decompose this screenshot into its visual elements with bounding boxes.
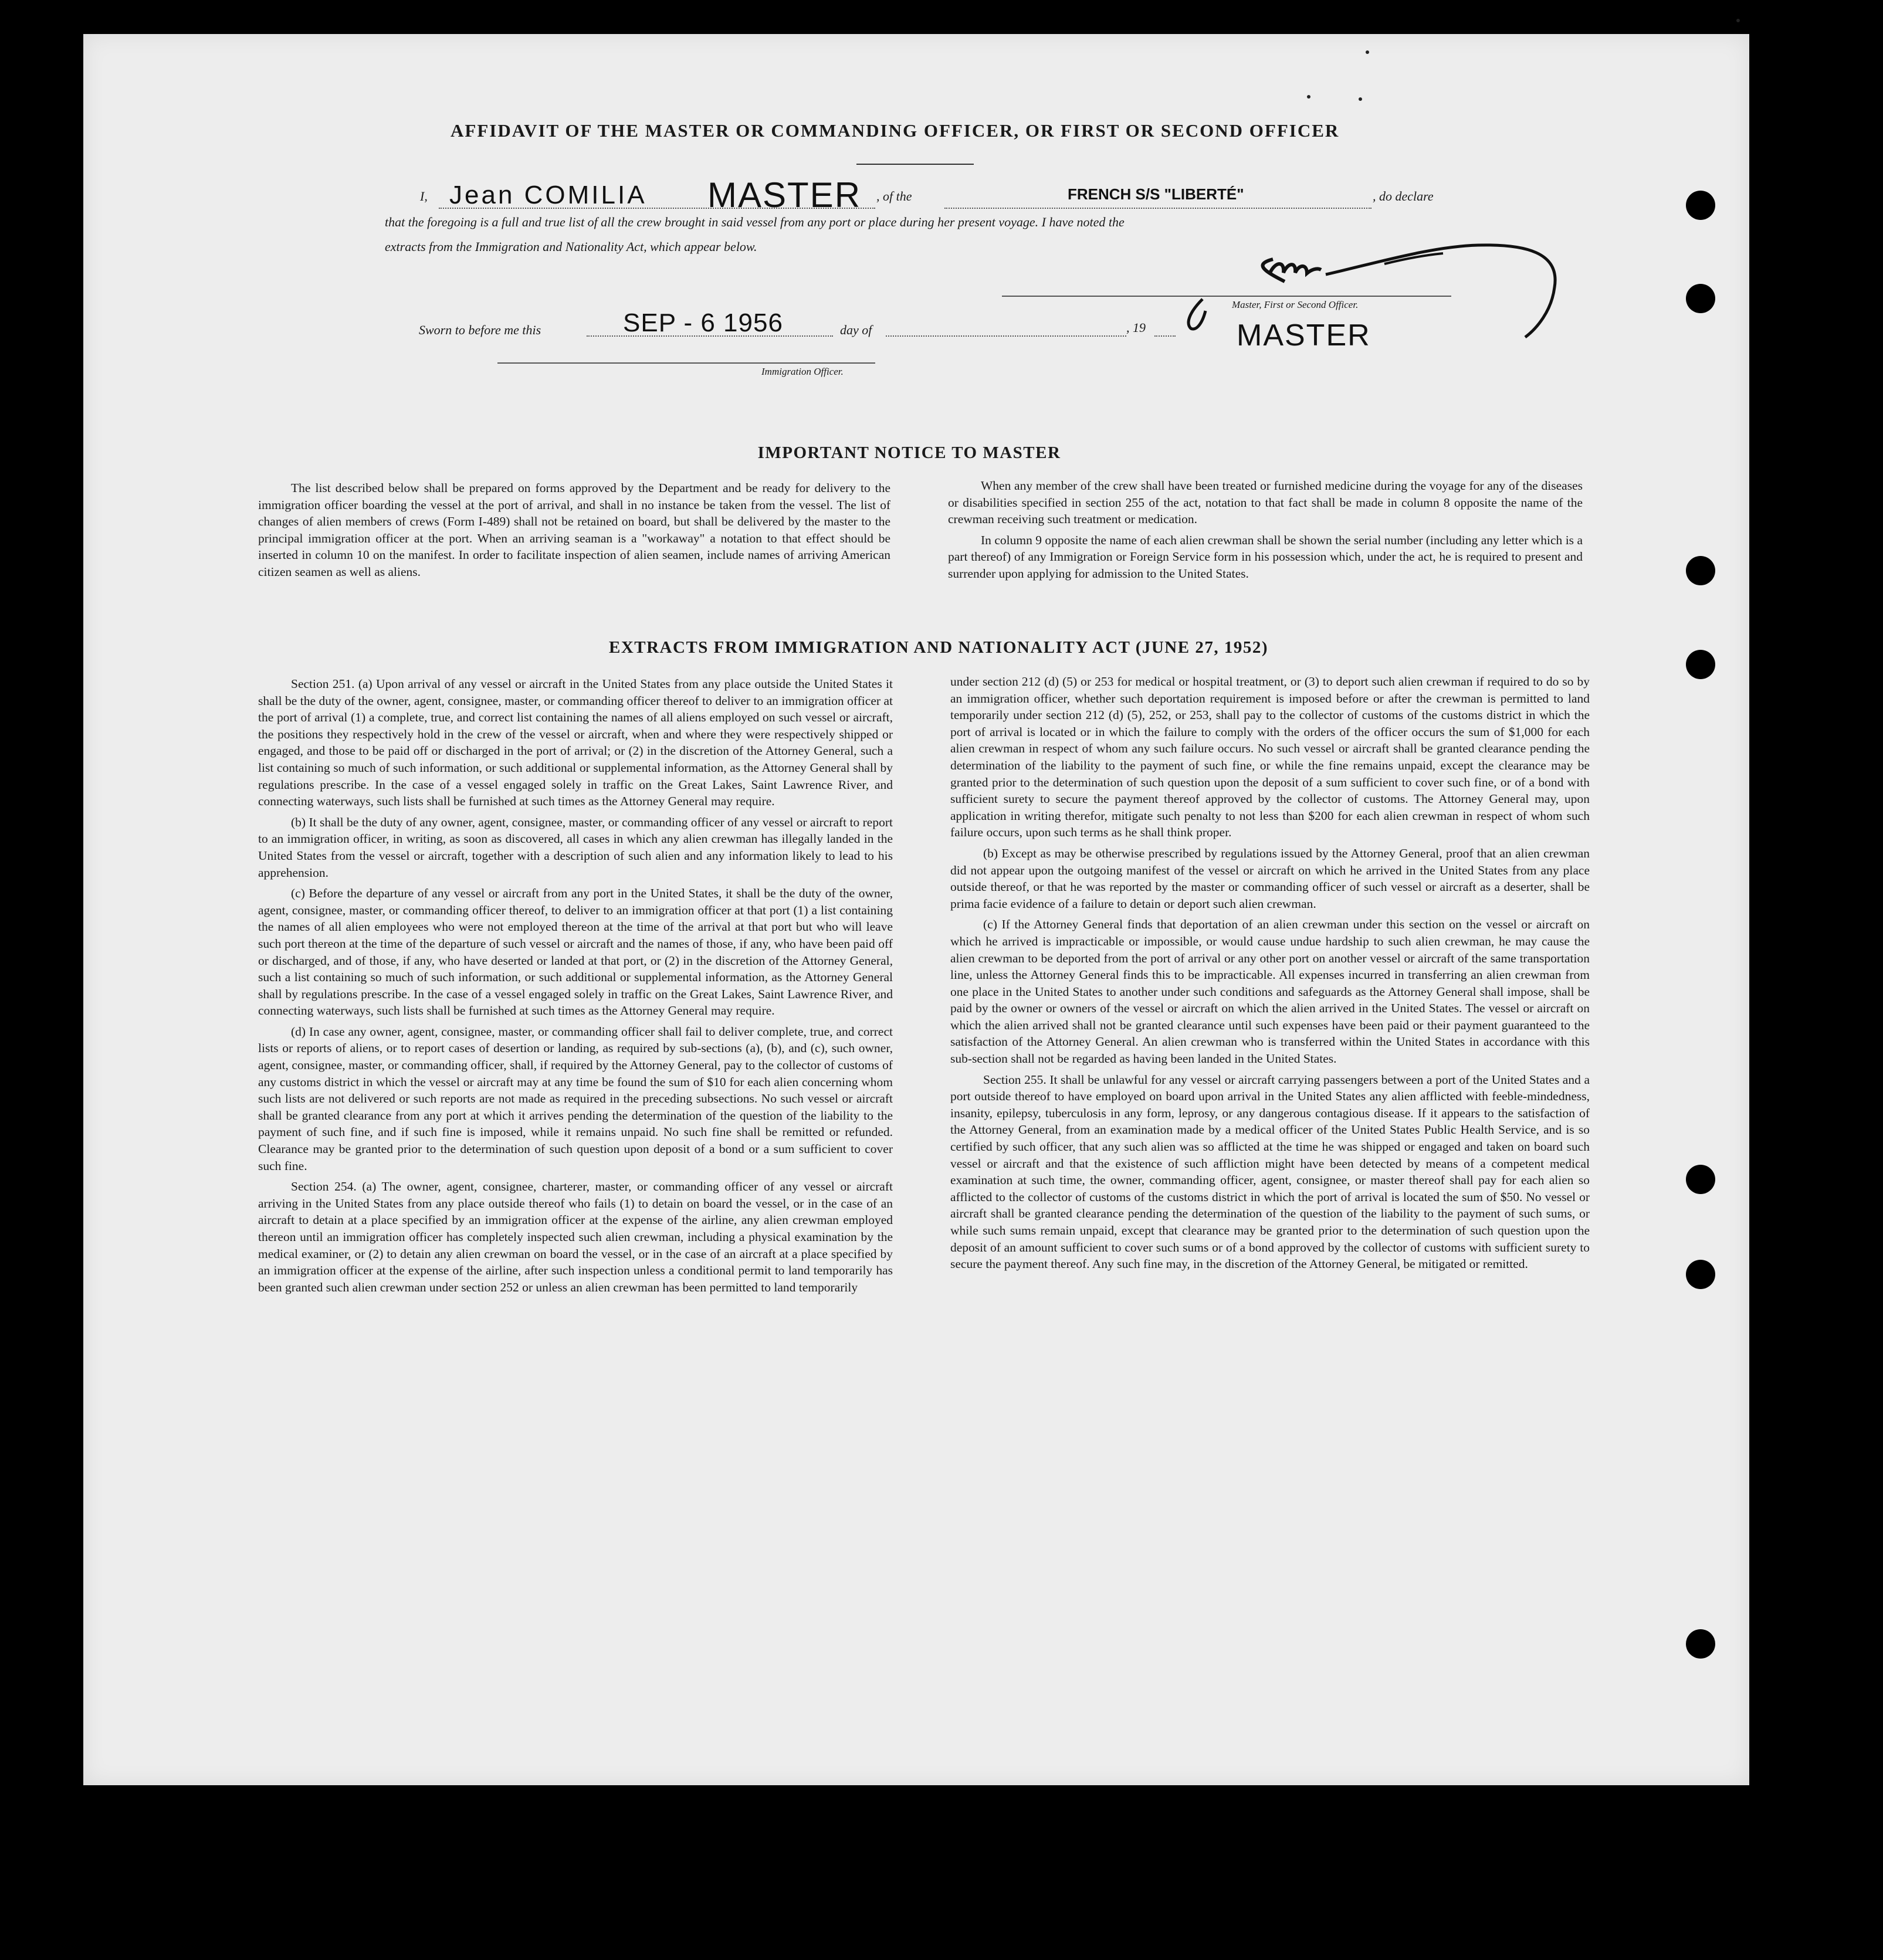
- vessel-name: FRENCH S/S "LIBERTÉ": [1068, 185, 1244, 203]
- binder-hole: [1686, 556, 1715, 585]
- affidavit-title: AFFIDAVIT OF THE MASTER OR COMMANDING OFFICER, OR FIRST OR SECOND OFFICER: [451, 120, 1340, 141]
- of-the-label: , of the: [876, 189, 912, 204]
- act-paragraph: (c) Before the departure of any vessel or aircraft from any port in the United States, it shall be the duty of the owner, agent, consignee, master, or commanding officer thereof, to deliver to an immigration officer at that port (1) a list containing the names of all alien employees who were not employed thereon at the time of the arrival at that port but who will leave such port thereon at the time of the departure of such vessel or aircraft and the names of those, if any, who have been paid off or discharged, and of those, if any, who have deserted or landed at that port, or (2) in the discretion of the Attorney General, such a list containing so much of such information, or such additional or supplemental information, as the Attorney General shall by regulations prescribe. In the case of a vessel engaged solely in traffic on the Great Lakes, Saint Lawrence River, and connecting waterways, such lists shall be furnished at such times as the Attorney General may require.: [258, 886, 893, 1018]
- act-paragraph: Section 251. (a) Upon arrival of any vessel or aircraft in the United States from any place outside the United States it shall be the duty of the owner, agent, consignee, master, or commanding officer thereof to deliver to an immigration officer at the port of arrival (1) a complete, true, and correct list containing the names of all aliens employed on such vessel or aircraft, the positions they respectively hold in the crew of the vessel or aircraft, when and where they were respectively shipped or engaged, and those to be paid off or discharged in the port of arrival; or (2) in the discretion of the Attorney General, such a list containing so much of such information, or such additional or supplemental information, as the Attorney General shall by regulations prescribe. In the case of a vessel engaged solely in traffic on the Great Lakes, Saint Lawrence River, and connecting waterways, such lists shall be furnished at such times as the Attorney General may require.: [258, 677, 893, 809]
- notice-right-column: [948, 477, 1583, 586]
- signature-line: [1002, 296, 1451, 297]
- declaration-line-2: extracts from the Immigration and Nationality Act, which appear below.: [385, 239, 757, 254]
- binder-hole: [1686, 191, 1715, 220]
- act-paragraph: (b) It shall be the duty of any owner, agent, consignee, master, or commanding officer of any vessel or aircraft to report to an immigration officer, in writing, as soon as discovered, all cases in which any alien crewman has illegally landed in the United States from the vessel or aircraft, together with a description of such alien and any information likely to lead to his apprehension.: [258, 815, 893, 880]
- day-of-label: day of: [840, 323, 872, 337]
- binder-hole: [1686, 1260, 1715, 1289]
- master-name: Jean COMILIA: [449, 181, 647, 209]
- extracts-left-column: [258, 676, 893, 1300]
- declaration-line-1: that the foregoing is a full and true list of all the crew brought in said vessel from any port or place during her present voyage. I have noted the: [385, 215, 1125, 229]
- binder-hole: [1686, 650, 1715, 679]
- month-blank: [886, 335, 1126, 337]
- binder-hole: [1686, 1165, 1715, 1194]
- binder-hole: [1686, 284, 1715, 313]
- notice-paragraph: The list described below shall be prepared on forms approved by the Department and be ready for delivery to the immigration officer boarding the vessel at the port of arrival, and shall in no instance be taken from the vessel. The list of changes of alien members of crews (Form I-489) shall not be retained on board, but shall be delivered by the master to the principal immigration officer at the port. When an arriving seaman is a "workaway" a notation to that effect should be inserted in column 10 on the manifest. In order to facilitate inspection of alien seamen, include names of arriving American citizen seamen as well as aliens.: [258, 481, 890, 579]
- year-prefix: , 19: [1126, 320, 1146, 335]
- officer-caption: Immigration Officer.: [761, 366, 844, 377]
- sworn-date: SEP - 6 1956: [623, 308, 783, 337]
- notice-left-column: [258, 480, 890, 585]
- notice-paragraph: In column 9 opposite the name of each alien crewman shall be shown the serial number (including any letter which is a part thereof) of any Immigration or Foreign Service form in his possession which, under the act, he is required to present and surrender upon applying for admission to the United States.: [948, 533, 1583, 581]
- title-underline: [856, 164, 974, 165]
- extracts-right-column: [950, 673, 1590, 1277]
- act-paragraph: (d) In case any owner, agent, consignee, master, or commanding officer shall fail to deliver complete, true, and correct lists or reports of aliens, or to report cases of desertion or landing, as required by sub-sections (a), (b), and (c), such owner, agent, consignee, master, or commanding officer, shall, if required by the Attorney General, pay to the collector of customs of any customs district in which the vessel or aircraft may at any time be found the sum of $10 for each alien concerning whom such lists are not delivered or such reports are not made as required in the preceding subsections. No such vessel or aircraft shall be granted clearance from any port at which it arrives pending the determination of the question of the liability to the payment of such fine, and if such fine is imposed, while it remains unpaid. No such fine shall be remitted or refunded. Clearance may be granted prior to the determination of such question upon deposit of a bond or a sum sufficient to cover such fine.: [258, 1024, 893, 1173]
- act-paragraph: under section 212 (d) (5) or 253 for medical or hospital treatment, or (3) to deport such alien crewman if required to do so by an immigration officer, whether such deportation requirement is imposed before or after the crewman is permitted to land temporarily under section 212 (d) (5), 252, or 253, shall pay to the collector of customs of the customs district in which the port of arrival is located or in which the failure to comply with the orders of the officer occurs the sum of $1,000 for each alien crewman in respect of whom any such failure occurs. No such vessel or aircraft shall be granted clearance pending the determination of the liability to the payment of such fine, or while the fine remains unpaid, except the clearance may be granted prior to the determination of such question upon the deposit of a sum sufficient to cover such fine, or of a bond with sufficient surety to secure the payment thereof approved by the collector of customs. The Attorney General may, upon application in writing therefor, mitigate such penalty to not less than $200 for each alien crewman in respect of whom such failure occurs, upon such terms as he shall think proper.: [950, 674, 1590, 840]
- master-stamp: MASTER: [1237, 318, 1371, 352]
- act-paragraph: (b) Except as may be otherwise prescribed by regulations issued by the Attorney General, proof that an alien crewman did not appear upon the outgoing manifest of the vessel or aircraft on which he arrived in the United States from any place outside thereof, or that he was reported by the master or commanding officer of such vessel or aircraft as a deserter, shall be prima facie evidence of a failure to detain or deport such alien crewman.: [950, 846, 1590, 911]
- sworn-label: Sworn to before me this: [419, 323, 541, 337]
- extracts-title: EXTRACTS FROM IMMIGRATION AND NATIONALITY ACT (JUNE 27, 1952): [608, 638, 1269, 657]
- do-declare-label: , do declare: [1373, 189, 1434, 204]
- binder-hole: [1686, 1629, 1715, 1659]
- signature-caption: Master, First or Second Officer.: [1232, 299, 1359, 310]
- notice-paragraph: When any member of the crew shall have been treated or furnished medicine during the voyage for any of the diseases or disabilities specified in section 255 of the act, notation to that fact shall be made in column 8 opposite the name of the crewman receiving such treatment or medication.: [948, 479, 1583, 527]
- act-paragraph: Section 254. (a) The owner, agent, consignee, charterer, master, or commanding officer of any vessel or aircraft arriving in the United States from any place outside thereof who fails (1) to detain on board the vessel, or in the case of an aircraft to detain at a place specified by an immigration officer at the expense of the airline, any alien crewman employed thereon until an immigration officer has completely inspected such alien crewman, including a physical examination by the medical examiner, or (2) to detain any alien crewman on board the vessel, or in the case of an aircraft at a place specified by an immigration officer at the expense of the airline, after such inspection unless a conditional permit to land temporarily has been granted such alien crewman under section 252 or unless an alien crewman has been permitted to land temporarily: [258, 1179, 893, 1294]
- master-rank: MASTER: [707, 175, 862, 215]
- officer-signature-line: [497, 362, 875, 364]
- act-paragraph: (c) If the Attorney General finds that deportation of an alien crewman under this section on the vessel or aircraft on which he arrived is impracticable or impossible, or would cause undue hardship to such alien crewman, he may cause the alien crewman to be deported from the port of arrival or any other port on another vessel or aircraft of the same transportation line, unless the Attorney General finds this to be impracticable. All expenses incurred in transferring an alien crewman from one place in the United States to another under such conditions and safeguards as the Attorney General shall impose, shall be paid by the owner or owners of the vessel or aircraft on which the alien arrived in the United States. The vessel or aircraft on which the alien arrived shall not be granted clearance until such expenses have been paid or their payment guaranteed to the satisfaction of the Attorney General. An alien crewman who is transferred within the United States in accordance with this sub-section shall not be regarded as having been landed in the United States.: [950, 917, 1590, 1066]
- notice-title: IMPORTANT NOTICE TO MASTER: [757, 443, 1061, 462]
- i-label: I,: [420, 189, 428, 204]
- act-paragraph: Section 255. It shall be unlawful for any vessel or aircraft carrying passengers between a port of the United States and a port outside thereof to have employed on board upon arrival in the United States any alien afflicted with feeble-mindedness, insanity, epilepsy, tuberculosis in any form, leprosy, or any dangerous contagious disease. If it appears to the satisfaction of the Attorney General, from an examination made by a medical officer of the United States Public Health Service, and is so certified by such officer, that any such alien was so afflicted at the time he was shipped or engaged and taken on board such vessel or aircraft and that the existence of such affliction might have been detected by means of a competent medical examination at such time, the owner, commanding officer, agent, consignee, or master thereof shall pay for each alien so afflicted to the collector of customs of the customs district in which the port of arrival is located the sum of $50. No vessel or aircraft shall be granted clearance pending the determination of the question of the liability to the payment of such sums, or while such sums remain unpaid, except that clearance may be granted prior to the determination of such question upon the deposit of an amount sufficient to cover such sums or of a bond approved by the collector of customs with sufficient surety to secure the payment thereof. Any such fine may, in the discretion of the Attorney General, be mitigated or remitted.: [950, 1072, 1590, 1271]
- vessel-blank: [944, 208, 1371, 209]
- year-blank: [1154, 335, 1176, 337]
